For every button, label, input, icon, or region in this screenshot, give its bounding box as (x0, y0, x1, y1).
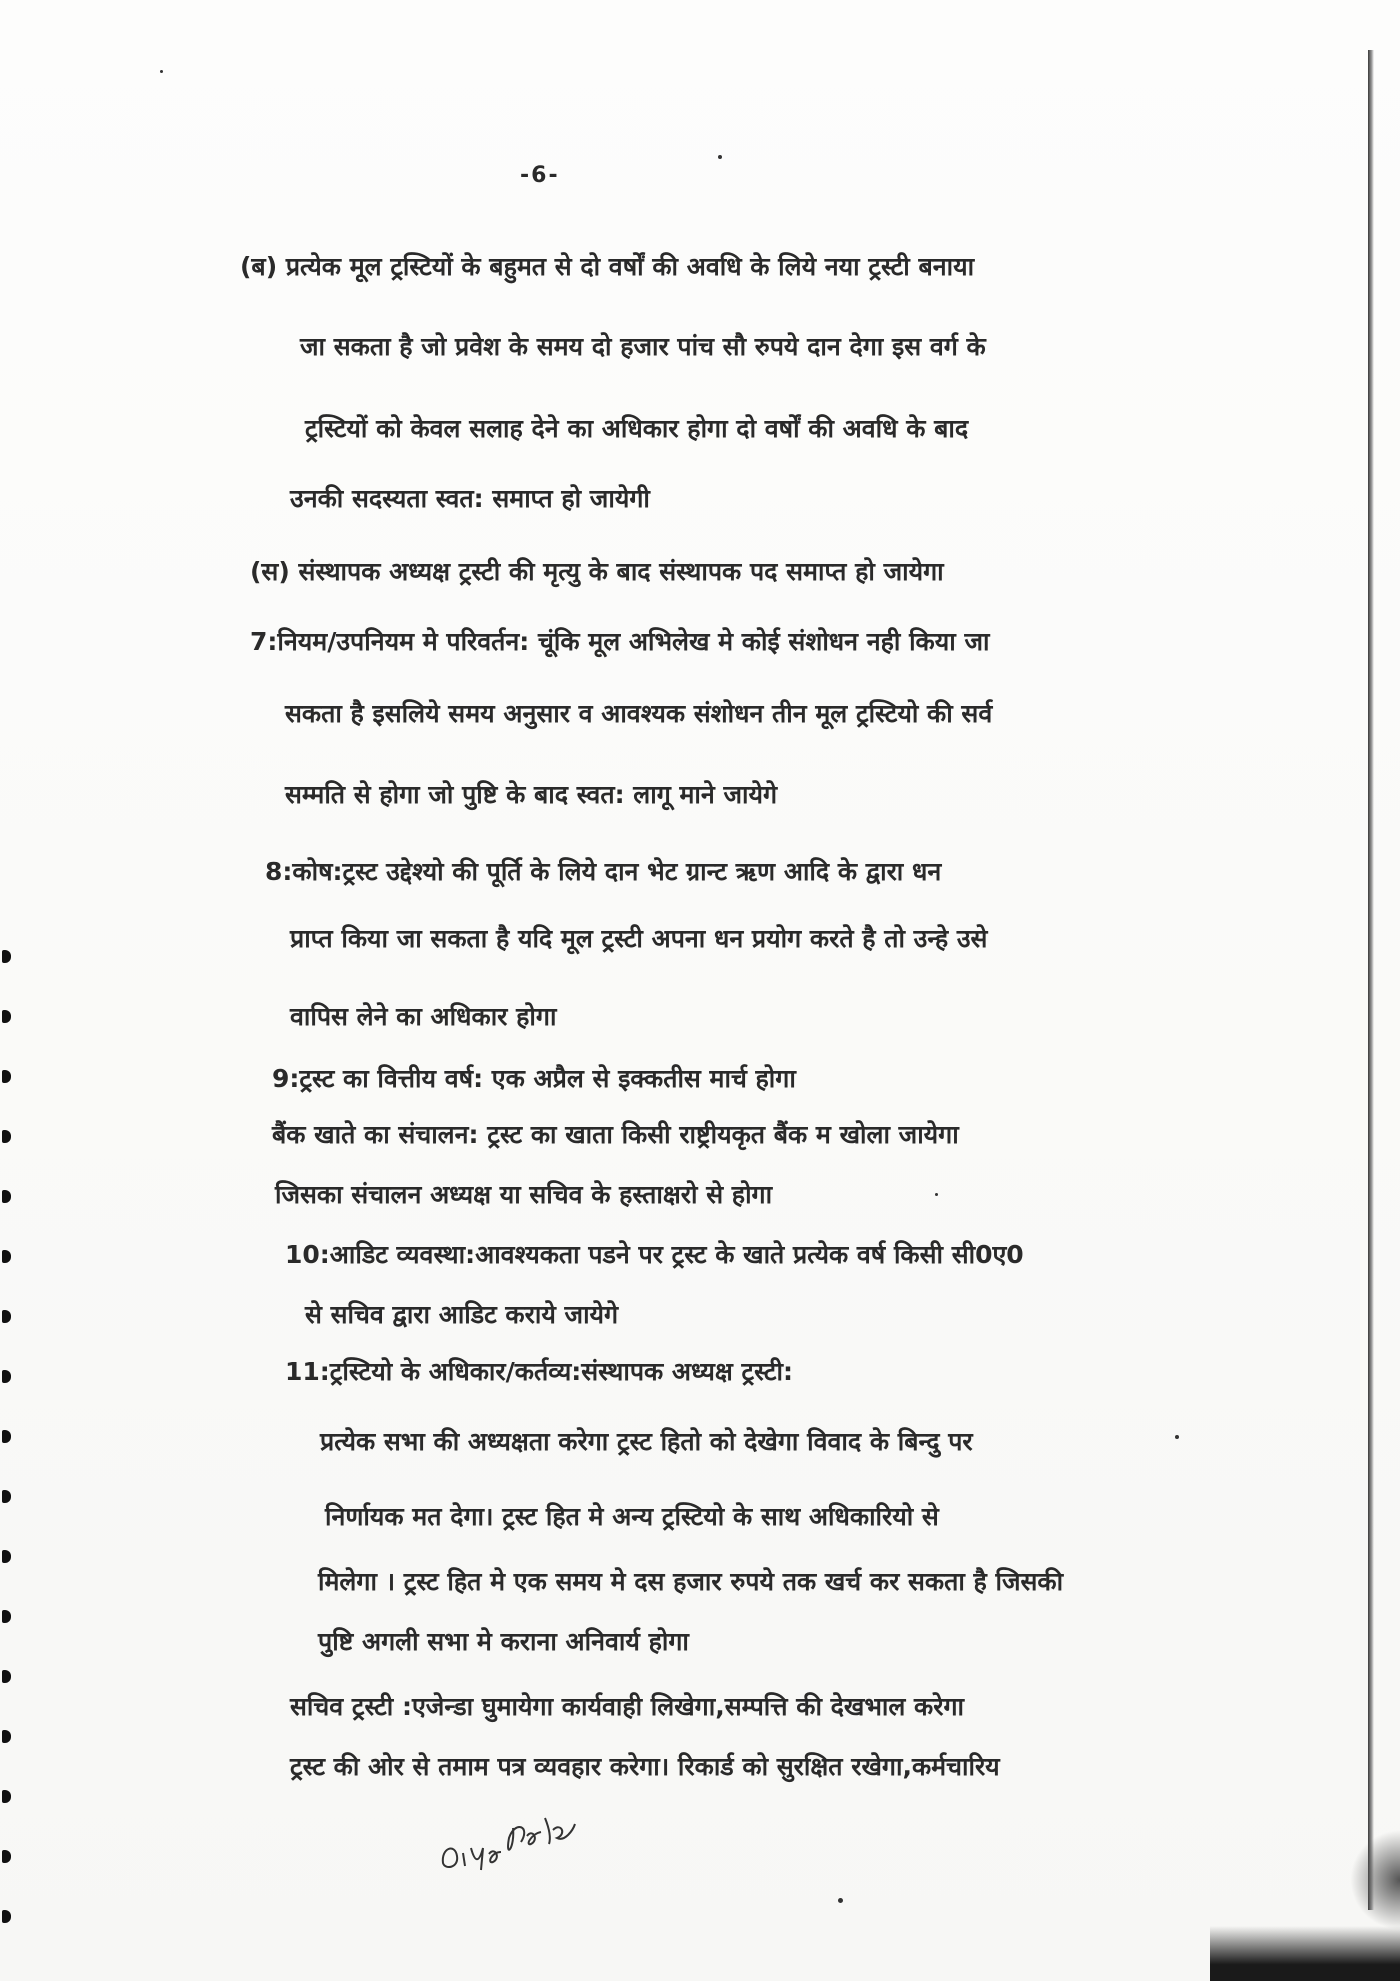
text-line: उनकी सदस्यता स्वत: समाप्त हो जायेगी (290, 484, 650, 513)
text-line: से सचिव द्वारा आडिट कराये जायेगे (305, 1300, 619, 1329)
text-line: मिलेगा । ट्रस्ट हित मे एक समय मे दस हजार रुपये तक खर्च कर सकता है जिसकी (318, 1567, 1064, 1596)
scan-speck (1175, 1435, 1179, 1439)
text-line: 9:ट्रस्ट का वित्तीय वर्ष: एक अप्रैल से इक्कतीस मार्च होगा (272, 1064, 796, 1093)
page-number: -6- (520, 163, 560, 188)
text-line: 8:कोष:ट्रस्ट उद्देश्यो की पूर्ति के लिये दान भेट ग्रान्ट ऋण आदि के द्वारा धन (265, 857, 942, 886)
text-line: निर्णायक मत देगा। ट्रस्ट हित मे अन्य ट्रस्टियो के साथ अधिकारियो से (325, 1502, 939, 1531)
text-line: पुष्टि अगली सभा मे कराना अनिवार्य होगा (318, 1627, 689, 1656)
text-line: प्राप्त किया जा सकता है यदि मूल ट्रस्टी अपना धन प्रयोग करते है तो उन्हे उसे (290, 924, 988, 953)
text-line: 7:नियम/उपनियम मे परिवर्तन: चूंकि मूल अभिलेख मे कोई संशोधन नही किया जा (250, 627, 990, 656)
text-line: 11:ट्रस्टियो के अधिकार/कर्तव्य:संस्थापक अध्यक्ष ट्रस्टी: (285, 1357, 793, 1386)
text-line: सकता है इसलिये समय अनुसार व आवश्यक संशोधन तीन मूल ट्रस्टियो की सर्व (285, 699, 993, 728)
text-line: (स) संस्थापक अध्यक्ष ट्रस्टी की मृत्यु के बाद संस्थापक पद समाप्त हो जायेगा (250, 557, 944, 586)
text-line: बैंक खाते का संचालन: ट्रस्ट का खाता किसी राष्ट्रीयकृत बैंक म खोला जायेगा (272, 1120, 959, 1149)
spiral-binding-holes (0, 0, 14, 1981)
scan-speck (718, 155, 722, 159)
text-line: सचिव ट्रस्टी :एजेन्डा घुमायेगा कार्यवाही लिखेगा,सम्पत्ति की देखभाल करेगा (290, 1692, 965, 1721)
text-line: ट्रस्ट की ओर से तमाम पत्र व्यवहार करेगा। रिकार्ड को सुरक्षित रखेगा,कर्मचारिय (290, 1752, 1000, 1781)
text-line: वापिस लेने का अधिकार होगा (290, 1002, 557, 1031)
scan-speck (838, 1898, 843, 1903)
handwritten-signature (435, 1808, 585, 1878)
corner-shadow (1350, 1830, 1400, 1930)
text-line: प्रत्येक सभा की अध्यक्षता करेगा ट्रस्ट हितो को देखेगा विवाद के बिन्दु पर (320, 1427, 973, 1456)
text-line: 10:आडिट व्यवस्था:आवश्यकता पडने पर ट्रस्ट के खाते प्रत्येक वर्ष किसी सी0ए0 (285, 1240, 1024, 1269)
text-line: (ब) प्रत्येक मूल ट्रस्टियों के बहुमत से दो वर्षों की अवधि के लिये नया ट्रस्टी बनाया (240, 252, 975, 281)
page-bottom-corner-shadow (1210, 1926, 1400, 1981)
scan-speck (160, 70, 163, 73)
page-right-edge-shadow (1368, 50, 1374, 1910)
text-line: ट्रस्टियों को केवल सलाह देने का अधिकार होगा दो वर्षों की अवधि के बाद (305, 414, 969, 443)
scan-speck (935, 1193, 938, 1196)
text-line: जा सकता है जो प्रवेश के समय दो हजार पांच सौ रुपये दान देगा इस वर्ग के (300, 332, 986, 361)
text-line: सम्मति से होगा जो पुष्टि के बाद स्वत: लागू माने जायेगे (285, 780, 778, 809)
text-line: जिसका संचालन अध्यक्ष या सचिव के हस्ताक्षरो से होगा (275, 1180, 773, 1209)
